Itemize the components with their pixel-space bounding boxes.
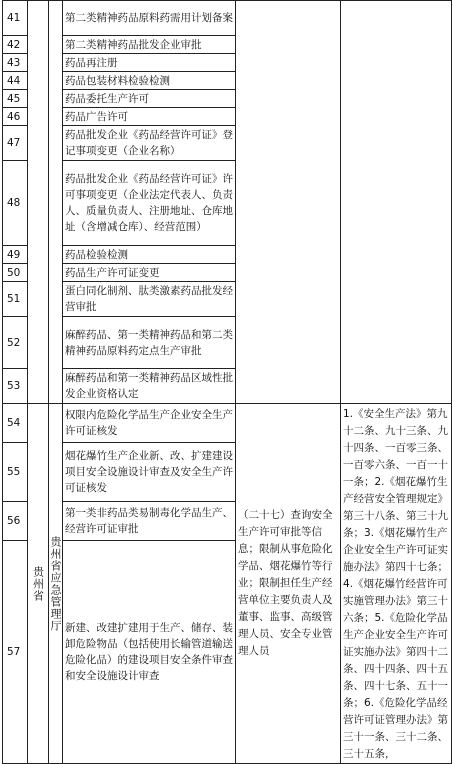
item-name: 麻醉药品、第一类精神药品和第二类精神药品原料药定点生产审批: [63, 317, 236, 369]
row-number: 47: [3, 126, 28, 161]
row-number: 43: [3, 54, 28, 72]
department-cell-blank: [49, 1, 63, 404]
province-cell: 贵州省: [28, 404, 49, 764]
row-number: 54: [3, 404, 28, 443]
item-name: 药品批发企业《药品经营许可证》许可事项变更（企业法定代表人、负责人、质量负责人、注册地址、仓库地址（含增减仓库）、经营范围）: [63, 161, 236, 246]
legal-basis: 1.《安全生产法》第九十二条、九十三条、九十四条、一百零三条、一百零六条、一百一十一条；2.《烟花爆竹生产经营安全管理规定》第三十八条、第三十九条；3.《烟花爆竹生产企业安全生产许可证实施办法》第四十七条；4.《烟花爆竹经营许可实施管理办法》第三十六条；5.《危险化学品生产企业安全生产许可证实施办法》第四十二条、四十四条、四十五条、四十七条、五十一条；6.《危险化学品经营许可证管理办法》第三十一条、三十二条、三十五条，: [341, 404, 452, 764]
item-name: 药品批发企业《药品经营许可证》登记事项变更（企业名称）: [63, 126, 236, 161]
row-number: 50: [3, 264, 28, 282]
basis-cell-blank: [341, 1, 452, 404]
item-name: 第二类精神药品批发企业审批: [63, 36, 236, 54]
item-name: 麻醉药品和第一类精神药品区域性批发企业资格认定: [63, 369, 236, 404]
item-name: 烟花爆竹生产企业新、改、扩建建设项目安全设施设计审查及安全生产许可证核发: [63, 443, 236, 502]
row-number: 44: [3, 72, 28, 90]
row-number: 55: [3, 443, 28, 502]
document-table: [2, 0, 452, 764]
item-name: 蛋白同化制剂、肽类激素药品批发经营审批: [63, 282, 236, 317]
province-cell-blank: [28, 1, 49, 404]
item-name: 药品再注册: [63, 54, 236, 72]
row-number: 53: [3, 369, 28, 404]
description-cell-blank: [236, 1, 341, 404]
row-number: 46: [3, 108, 28, 126]
row-number: 52: [3, 317, 28, 369]
item-name: 第一类非药品类易制毒化学品生产、经营许可证审批: [63, 501, 236, 540]
row-number: 56: [3, 501, 28, 540]
row-number: 48: [3, 161, 28, 246]
item-name: 药品委托生产许可: [63, 90, 236, 108]
item-name: 权限内危险化学品生产企业安全生产许可证核发: [63, 404, 236, 443]
item-name: 药品包装材料检验检测: [63, 72, 236, 90]
item-name: 新建、改建扩建用于生产、储存、装卸危险物品（包括使用长输管道输送危险化品）的建设项目安全条件审查和安全设施设计审查: [63, 541, 236, 764]
item-name: 药品检验检测: [63, 246, 236, 264]
row-number: 45: [3, 90, 28, 108]
row-number: 42: [3, 36, 28, 54]
credit-restriction-measures: （二十七）查询安全生产许可审批等信息；限制从事危险化学品、烟花爆竹等行业；限制担任生产经营单位主要负责人及董事、监事、高级管理人员、安全专业管理人员: [236, 404, 341, 764]
row-number: 57: [3, 541, 28, 764]
item-name: 药品广告许可: [63, 108, 236, 126]
row-number: 41: [3, 1, 28, 36]
row-number: 51: [3, 282, 28, 317]
item-name: 第二类精神药品原料药需用计划备案: [63, 1, 236, 36]
row-number: 49: [3, 246, 28, 264]
department-cell: 贵州省应急管理厅: [49, 404, 63, 764]
item-name: 药品生产许可证变更: [63, 264, 236, 282]
